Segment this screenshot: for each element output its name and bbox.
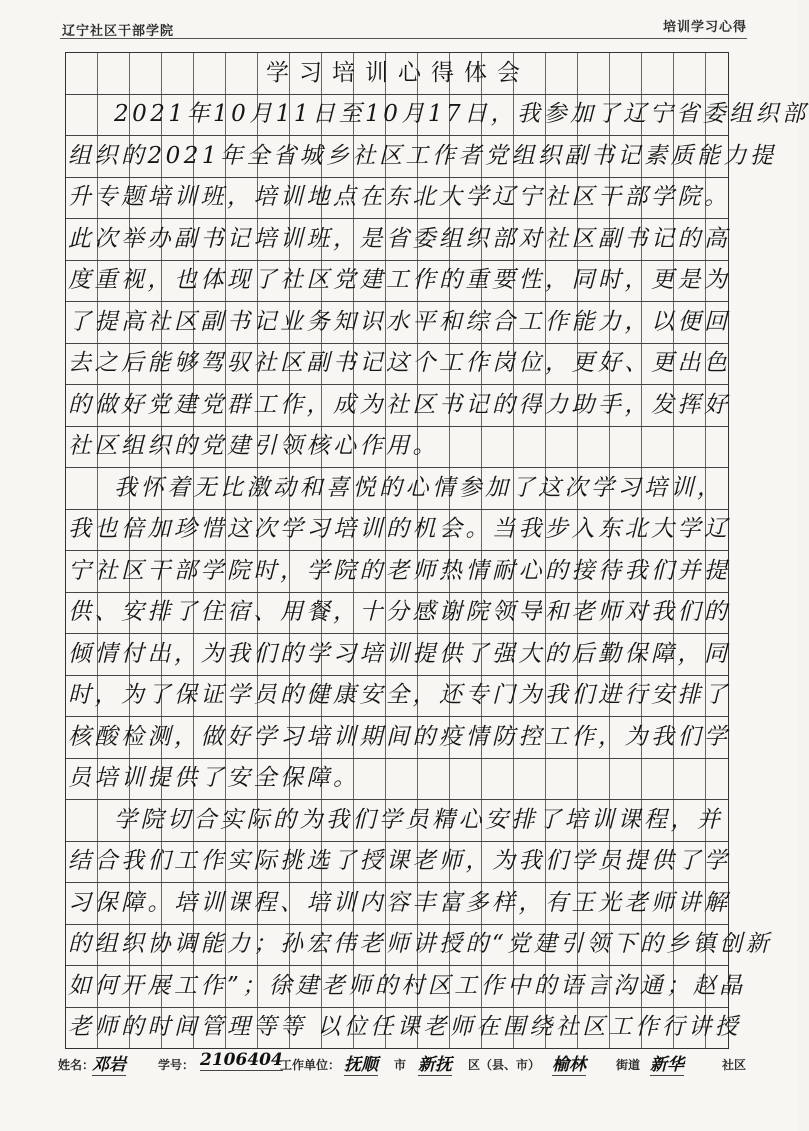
grid-row bbox=[66, 95, 809, 137]
essay-line: 供、安排了住宿、用餐，十分感谢院领导和老师对我们的 bbox=[68, 599, 731, 626]
grid-row bbox=[66, 427, 728, 469]
essay-line: 升专题培训班，培训地点在东北大学辽宁社区干部学院。 bbox=[68, 184, 731, 211]
grid-row bbox=[66, 676, 731, 718]
name-label: 姓名： bbox=[58, 1058, 95, 1072]
grid-row bbox=[66, 385, 731, 427]
grid-row bbox=[66, 344, 731, 386]
name-value: 邓岩 bbox=[92, 1050, 126, 1076]
essay-line: 核酸检测，做好学习培训期间的疫情防控工作，为我们学 bbox=[68, 723, 731, 750]
grid-row bbox=[66, 219, 731, 261]
grid-row bbox=[66, 842, 731, 884]
grid-row bbox=[66, 925, 773, 967]
grid-row bbox=[66, 302, 731, 344]
district-suffix: 区（县、市） bbox=[468, 1058, 541, 1072]
essay-line: 我也倍加珍惜这次学习培训的机会。当我步入东北大学辽 bbox=[68, 516, 731, 543]
grid-row bbox=[66, 136, 777, 178]
essay-line: 此次举办副书记培训班，是省委组织部对社区副书记的高 bbox=[68, 225, 731, 252]
essay-line: 宁社区干部学院时，学院的老师热情耐心的接待我们并提 bbox=[68, 557, 731, 584]
grid-row bbox=[66, 593, 731, 635]
essay-line: 我怀着无比激动和喜悦的心情参加了这次学习培训， bbox=[114, 474, 724, 501]
grid-row-title bbox=[66, 53, 728, 95]
grid-row bbox=[66, 1008, 742, 1049]
essay-line: 倾情付出，为我们的学习培训提供了强大的后勤保障，同 bbox=[68, 640, 731, 667]
essay-line: 习保障。培训课程、培训内容丰富多样，有王光老师讲解 bbox=[68, 889, 731, 916]
essay-line: 度重视，也体现了社区党建工作的重要性，同时，更是为 bbox=[68, 267, 731, 294]
essay-line: 时，为了保证学员的健康安全，还专门为我们进行安排了 bbox=[68, 682, 731, 709]
essay-title: 学习培训心得体会 bbox=[266, 59, 530, 86]
essay-line: 的组织协调能力；孙宏伟老师讲授的“党建引领下的乡镇创新 bbox=[68, 931, 773, 958]
city-value: 抚顺 bbox=[344, 1050, 378, 1076]
essay-line: 老师的时间管理等等 以位任课老师在围绕社区工作行讲授 bbox=[68, 1014, 742, 1041]
essay-line: 去之后能够驾驭社区副书记这个工作岗位，更好、更出色 bbox=[68, 350, 731, 377]
grid-row bbox=[66, 178, 731, 220]
student-id-value: 2106404 bbox=[200, 1050, 283, 1070]
grid-row bbox=[66, 634, 731, 676]
essay-line: 如何开展工作”；徐建老师的村区工作中的语言沟通；赵晶 bbox=[68, 972, 746, 999]
essay-line: 学院切合实际的为我们学员精心安排了培训课程，并 bbox=[114, 806, 724, 833]
grid-row bbox=[66, 966, 746, 1008]
community-value: 新华 bbox=[650, 1050, 684, 1076]
city-suffix: 市 bbox=[394, 1058, 407, 1072]
community-suffix: 社区 bbox=[722, 1058, 747, 1072]
grid-row bbox=[66, 510, 731, 552]
essay-line: 结合我们工作实际挑选了授课老师，为我们学员提供了学 bbox=[68, 848, 731, 875]
institution-header: 辽宁社区干部学院 bbox=[62, 24, 175, 39]
essay-line: 员培训提供了安全保障。 bbox=[68, 765, 360, 792]
grid-row bbox=[66, 883, 731, 925]
grid-row bbox=[66, 717, 731, 759]
grid-row bbox=[66, 551, 731, 593]
essay-line: 的做好党建党群工作，成为社区书记的得力助手，发挥好 bbox=[68, 391, 731, 418]
grid-row bbox=[66, 261, 731, 303]
grid-row bbox=[66, 468, 728, 510]
street-value: 榆林 bbox=[552, 1050, 586, 1076]
document-type-header: 培训学习心得 bbox=[662, 20, 747, 35]
essay-line: 组织的2021年全省城乡社区工作者党组织副书记素质能力提 bbox=[68, 142, 777, 169]
student-id-label: 学号： bbox=[158, 1058, 195, 1072]
work-unit-label: 工作单位： bbox=[280, 1058, 341, 1072]
student-info-footer bbox=[58, 1050, 758, 1076]
essay-line: 了提高社区副书记业务知识水平和综合工作能力，以便回 bbox=[68, 308, 731, 335]
essay-line: 社区组织的党建引领核心作用。 bbox=[68, 433, 439, 460]
grid-row bbox=[66, 800, 728, 842]
header-rule bbox=[60, 38, 747, 39]
grid-row bbox=[66, 759, 728, 801]
district-value: 新抚 bbox=[418, 1050, 452, 1076]
writing-grid bbox=[65, 52, 809, 1049]
street-suffix: 街道 bbox=[616, 1058, 641, 1072]
essay-line: 2021年10月11日至10月17日，我参加了辽宁省委组织部 bbox=[114, 101, 809, 128]
